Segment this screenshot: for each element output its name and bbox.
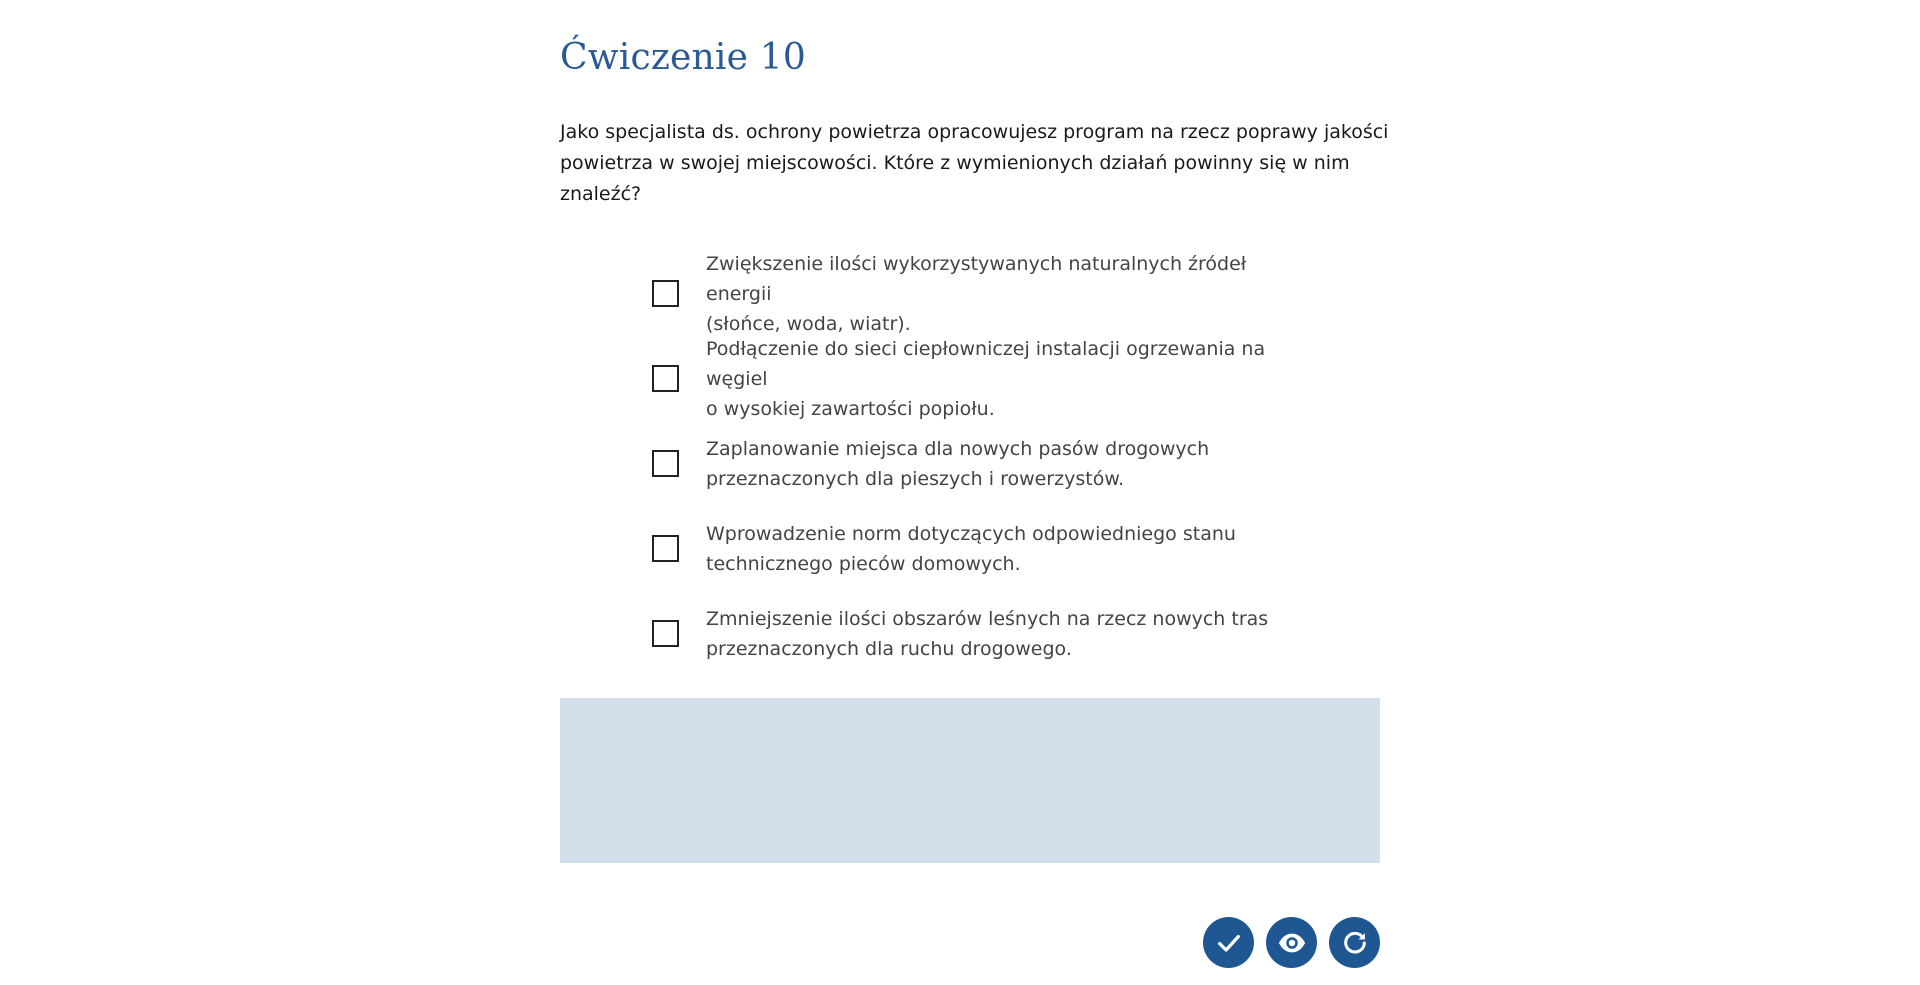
eye-icon: [1277, 928, 1307, 958]
exercise-title: Ćwiczenie 10: [560, 37, 806, 78]
answer-options: [652, 252, 1292, 665]
check-answer-button[interactable]: [1203, 917, 1254, 968]
answer-option-3[interactable]: [652, 432, 1292, 495]
answer-text-5-line-2: przeznaczonych dla ruchu drogowego.: [706, 637, 1072, 660]
check-icon: [1215, 929, 1243, 957]
answer-text-3-line-2: przeznaczonych dla pieszych i rowerzystów.: [706, 467, 1125, 490]
answer-option-2[interactable]: [652, 337, 1292, 420]
answer-checkbox-4[interactable]: [652, 535, 679, 562]
exercise-question: [560, 117, 1390, 210]
reset-button[interactable]: [1329, 917, 1380, 968]
refresh-icon: [1341, 929, 1369, 957]
answer-text-4: [706, 519, 1236, 579]
answer-text-1: [706, 249, 1292, 339]
answer-text-3: [706, 434, 1209, 494]
answer-text-5: [706, 604, 1268, 664]
answer-text-5-line-1: Zmniejszenie ilości obszarów leśnych na rzecz nowych tras: [706, 607, 1269, 630]
answer-option-5[interactable]: [652, 602, 1292, 665]
question-line-2: powietrza w swojej miejscowości. Które z wymienionych działań powinny się w nim znaleźć?: [560, 152, 1350, 205]
answer-checkbox-2[interactable]: [652, 365, 679, 392]
answer-text-2: [706, 334, 1292, 424]
answer-text-2-line-1: Podłączenie do sieci ciepłowniczej instalacji ogrzewania na węgiel: [706, 337, 1266, 390]
answer-option-4[interactable]: [652, 517, 1292, 580]
exercise-controls: [560, 917, 1380, 968]
answer-text-1-line-2: (słońce, woda, wiatr).: [706, 312, 911, 335]
question-line-1: Jako specjalista ds. ochrony powietrza opracowujesz program na rzecz poprawy jakości: [560, 121, 1389, 143]
feedback-panel: [560, 698, 1380, 863]
answer-checkbox-1[interactable]: [652, 280, 679, 307]
answer-text-1-line-1: Zwiększenie ilości wykorzystywanych naturalnych źródeł energii: [706, 252, 1247, 305]
exercise-container: [560, 0, 1389, 968]
answer-checkbox-3[interactable]: [652, 450, 679, 477]
answer-text-3-line-1: Zaplanowanie miejsca dla nowych pasów drogowych: [706, 437, 1210, 460]
answer-text-4-line-2: technicznego pieców domowych.: [706, 552, 1021, 575]
show-answer-button[interactable]: [1266, 917, 1317, 968]
answer-option-1[interactable]: [652, 252, 1292, 335]
answer-text-4-line-1: Wprowadzenie norm dotyczących odpowiedniego stanu: [706, 522, 1236, 545]
answer-checkbox-5[interactable]: [652, 620, 679, 647]
answer-text-2-line-2: o wysokiej zawartości popiołu.: [706, 397, 995, 420]
